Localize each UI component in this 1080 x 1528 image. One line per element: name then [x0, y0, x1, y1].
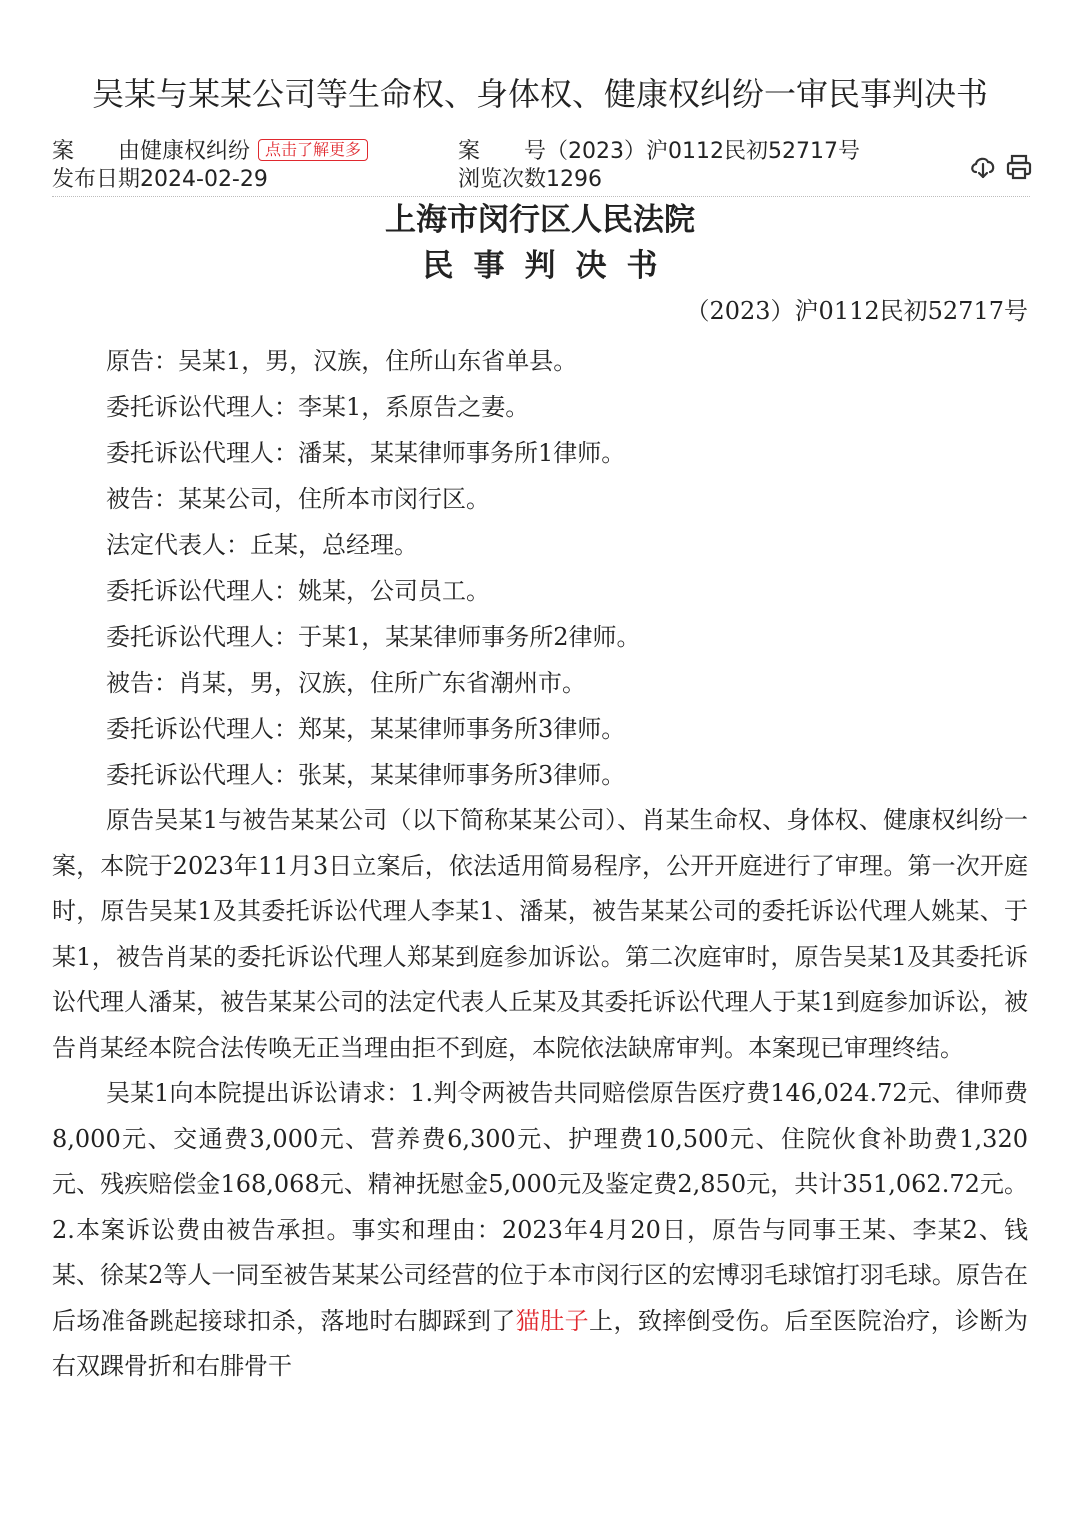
party-line: 委托诉讼代理人：于某1，某某律师事务所2律师。	[106, 623, 641, 651]
claims-paragraph	[52, 1071, 1028, 1390]
views-label: 浏览次数	[458, 167, 547, 192]
case-number-value: （2023）沪0112民初52717号	[546, 139, 860, 164]
document-type: 民事判决书	[422, 248, 678, 284]
judgment-body	[52, 798, 1028, 1390]
party-line: 委托诉讼代理人：姚某，公司员工。	[106, 577, 490, 605]
party-line: 被告：肖某，男，汉族，住所广东省潮州市。	[106, 669, 586, 697]
case-background-paragraph: 原告吴某1与被告某某公司（以下简称某某公司）、肖某生命权、身体权、健康权纠纷一案，本院于2023年11月3日立案后，依法适用简易程序，公开开庭进行了审理。第一次开庭时，原告吴某1及其委托诉讼代理人李某1、潘某，被告某某公司的委托诉讼代理人姚某、于某1，被告肖某的委托诉讼代理人郑某到庭参加诉讼。第二次庭审时，原告吴某1及其委托诉讼代理人潘某，被告某某公司的法定代表人丘某及其委托诉讼代理人于某1到庭参加诉讼，被告肖某经本院合法传唤无正当理由拒不到庭，本院依法缺席审判。本案现已审理终结。	[52, 806, 1028, 1062]
party-line: 委托诉讼代理人：李某1，系原告之妻。	[106, 393, 530, 421]
document-number: （2023）沪0112民初52717号	[685, 297, 1028, 325]
claims-text-after: 上，致摔倒受伤。后至医院治疗，诊断为右双踝骨折和右腓骨干	[52, 1306, 1029, 1380]
printer-icon[interactable]	[1004, 152, 1034, 182]
document-title: 吴某与某某公司等生命权、身体权、健康权纠纷一审民事判决书	[91, 75, 988, 113]
cloud-download-icon[interactable]	[968, 152, 998, 182]
publish-date-value: 2024-02-29	[140, 167, 268, 192]
publish-date-row	[52, 166, 268, 194]
party-list	[106, 338, 1036, 798]
claims-text-before: 吴某1向本院提出诉讼请求：1.判令两被告共同赔偿原告医疗费146,024.72元、律师费8,000元、交通费3,000元、营养费6,300元、护理费10,500元、住院伙食补助费1,320元、残疾赔偿金168,068元、精神抚慰金5,000元及鉴定费2,850元，共计351,062.72元。2.本案诉讼费由被告承担。事实和理由：2023年4月20日，原告与同事王某、李某2、钱某、徐某2等人一同至被告某某公司经营的位于本市闵行区的宏博羽毛球馆打羽毛球。原告在后场准备跳起接球扣杀，落地时右脚踩到了	[52, 1079, 1028, 1335]
cause-label: 案 由	[52, 139, 141, 164]
court-name: 上海市闵行区人民法院	[385, 202, 695, 238]
learn-more-button[interactable]: 点击了解更多	[258, 139, 368, 161]
party-line: 被告：某某公司，住所本市闵行区。	[106, 485, 490, 513]
case-number-row	[458, 138, 860, 166]
party-line: 委托诉讼代理人：张某，某某律师事务所3律师。	[106, 761, 626, 789]
highlighted-term: 猫肚子	[515, 1306, 590, 1335]
party-line: 委托诉讼代理人：郑某，某某律师事务所3律师。	[106, 715, 626, 743]
publish-date-label: 发布日期	[52, 167, 141, 192]
party-line: 原告：吴某1，男，汉族，住所山东省单县。	[106, 347, 578, 375]
cause-row	[52, 138, 368, 166]
views-value: 1296	[546, 167, 603, 192]
views-row	[458, 166, 602, 194]
cause-value: 健康权纠纷	[140, 139, 251, 164]
party-line: 委托诉讼代理人：潘某，某某律师事务所1律师。	[106, 439, 626, 467]
party-line: 法定代表人：丘某，总经理。	[106, 531, 418, 559]
header-divider	[52, 196, 1030, 197]
case-number-label: 案 号	[458, 139, 547, 164]
